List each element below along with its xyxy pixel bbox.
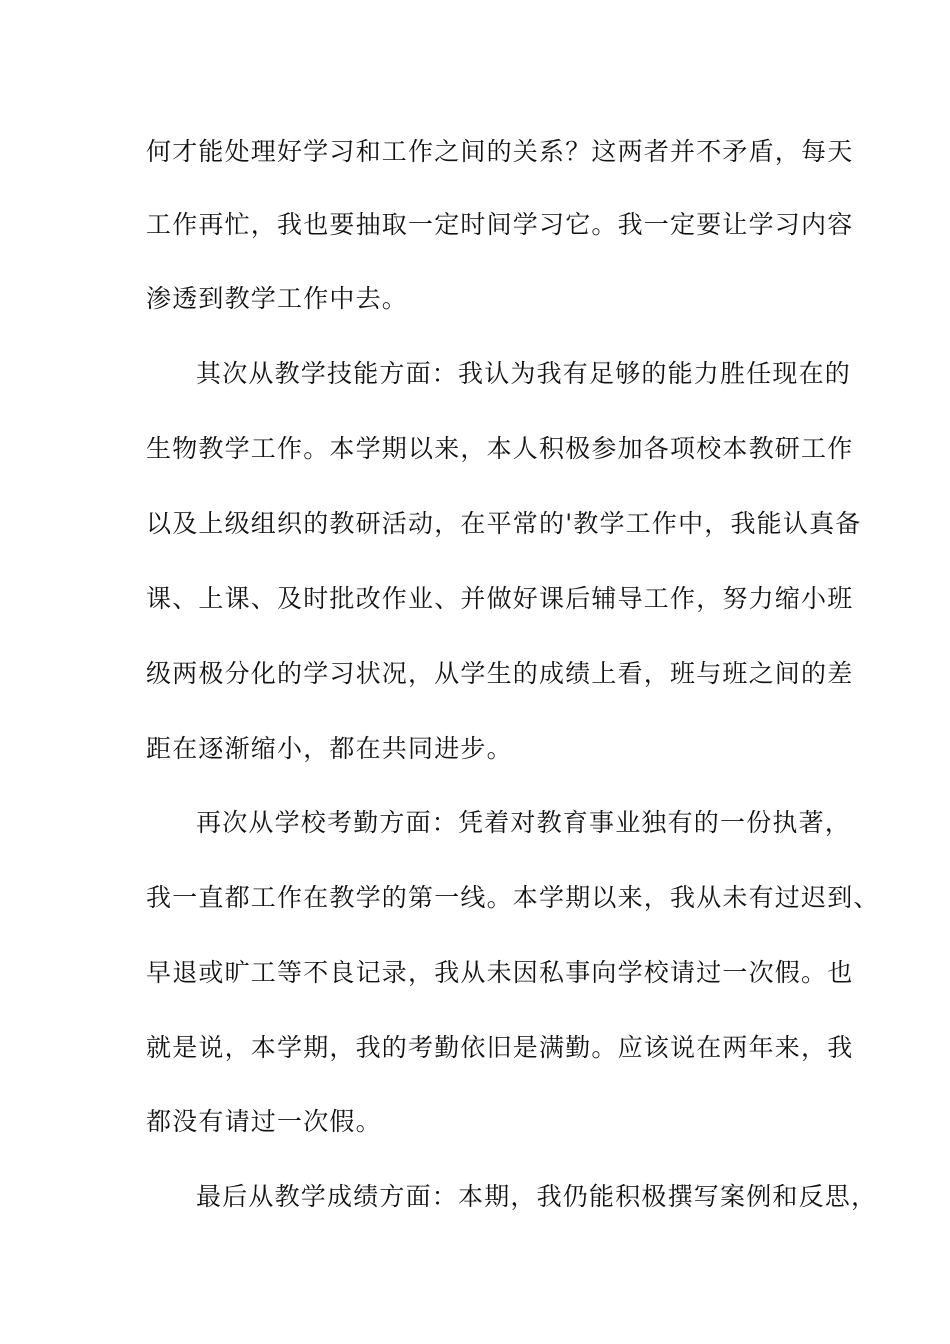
paragraph-2-line-6: 距在逐渐缩小，都在共同进步。: [146, 734, 513, 763]
paragraph-1-line-3: 渗透到教学工作中去。: [146, 284, 409, 313]
paragraph-2-line-5: 级两极分化的学习状况，从学生的成绩上看，班与班之间的差: [146, 659, 854, 688]
paragraph-2-line-4: 课、上课、及时批改作业、并做好课后辅导工作，努力缩小班: [146, 584, 854, 613]
paragraph-2-line-3: 以及上级组织的教研活动，在平常的'教学工作中，我能认真备: [146, 509, 862, 538]
paragraph-3-line-1: 再次从学校考勤方面：凭着对教育事业独有的一份执著，: [196, 808, 852, 837]
paragraph-3-line-2: 我一直都工作在教学的第一线。本学期以来，我从未有过迟到、: [146, 883, 880, 912]
paragraph-4-line-1: 最后从教学成绩方面：本期，我仍能积极撰写案例和反思，: [196, 1182, 878, 1211]
paragraph-1-line-2: 工作再忙，我也要抽取一定时间学习它。我一定要让学习内容: [146, 210, 854, 239]
paragraph-1-line-1: 何才能处理好学习和工作之间的关系？这两者并不矛盾，每天: [146, 137, 854, 166]
paragraph-3-line-3: 早退或旷工等不良记录，我从未因私事向学校请过一次假。也: [146, 958, 854, 987]
paragraph-3-line-4: 就是说，本学期，我的考勤依旧是满勤。应该说在两年来，我: [146, 1033, 854, 1062]
paragraph-2-line-2: 生物教学工作。本学期以来，本人积极参加各项校本教研工作: [146, 434, 854, 463]
paragraph-3-line-5: 都没有请过一次假。: [146, 1107, 382, 1136]
paragraph-2-line-1: 其次从教学技能方面：我认为我有足够的能力胜任现在的: [196, 359, 852, 388]
